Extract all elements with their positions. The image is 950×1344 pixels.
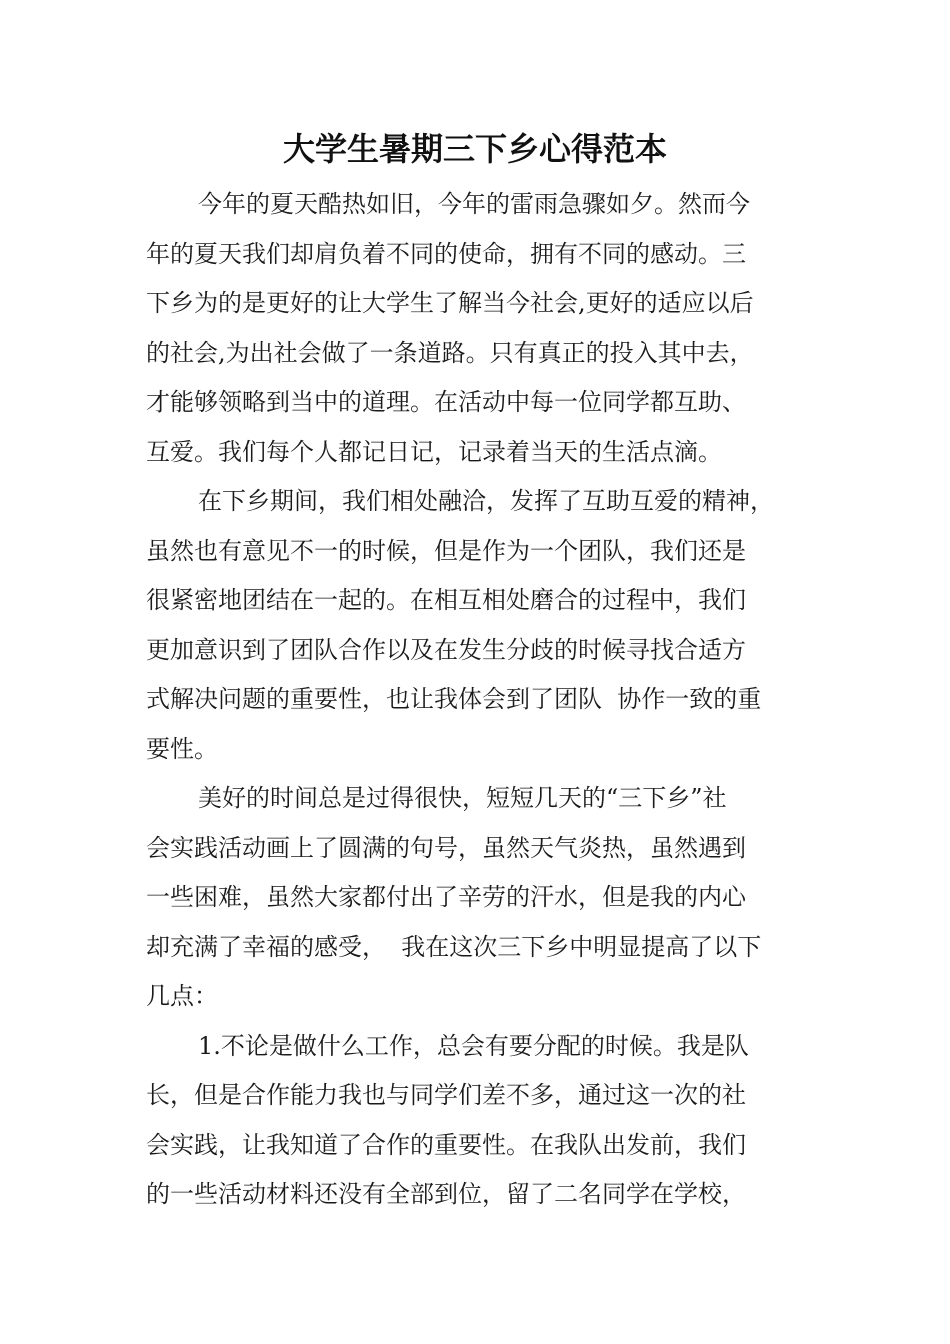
paragraph-3 — [146, 774, 826, 1022]
text-line: 很紧密地团结在一起的。在相互相处磨合的过程中，我们 — [146, 586, 746, 614]
text-line: 互爱。我们每个人都记日记，记录着当天的生活点滴。 — [146, 437, 722, 466]
text-line: 的社会,为出社会做了一条道路。只有真正的投入其中去， — [146, 338, 754, 367]
text-line: 长，但是合作能力我也与同学们差不多，通过这一次的社 — [146, 1081, 746, 1109]
text-line: 今年的夏天酷热如旧，今年的雷雨急骤如夕。然而今 — [198, 190, 750, 218]
text-line: 在下乡期间，我们相处融洽，发挥了互助互爱的精神， — [198, 487, 774, 515]
text-line: 几点： — [146, 982, 218, 1010]
text-line: 一些困难，虽然大家都付出了辛劳的汗水，但是我的内心 — [146, 883, 746, 911]
document-body — [146, 180, 826, 1220]
text-line: 虽然也有意见不一的时候，但是作为一个团队，我们还是 — [146, 536, 746, 565]
text-line: 下乡为的是更好的让大学生了解当今社会,更好的适应以后 — [146, 289, 754, 317]
text-line: 会实践活动画上了圆满的句号，虽然天气炎热，虽然遇到 — [146, 833, 746, 862]
text-line: 年的夏天我们却肩负着不同的使命，拥有不同的感动。三 — [146, 239, 746, 268]
paragraph-2 — [146, 477, 826, 774]
text-line: 会实践，让我知道了合作的重要性。在我队出发前，我们 — [146, 1130, 746, 1159]
text-line: 1.不论是做什么工作，总会有要分配的时候。我是队 — [198, 1031, 749, 1060]
text-line: 美好的时间总是过得很快，短短几天的“三下乡”社 — [198, 784, 727, 812]
text-line: 更加意识到了团队合作以及在发生分歧的时候寻找合适方 — [146, 635, 746, 664]
text-line: 式解决问题的重要性，也让我体会到了团队 协作一致的重 — [146, 685, 762, 713]
text-line: 才能够领略到当中的道理。在活动中每一位同学都互助、 — [146, 388, 746, 416]
paragraph-4 — [146, 1022, 826, 1220]
document-title: 大学生暑期三下乡心得范本 — [282, 130, 667, 168]
paragraph-1 — [146, 180, 826, 477]
text-line: 要性。 — [146, 734, 218, 763]
text-line: 的一些活动材料还没有全部到位，留了二名同学在学校， — [146, 1180, 746, 1208]
text-line: 却充满了幸福的感受， 我在这次三下乡中明显提高了以下 — [146, 932, 762, 961]
